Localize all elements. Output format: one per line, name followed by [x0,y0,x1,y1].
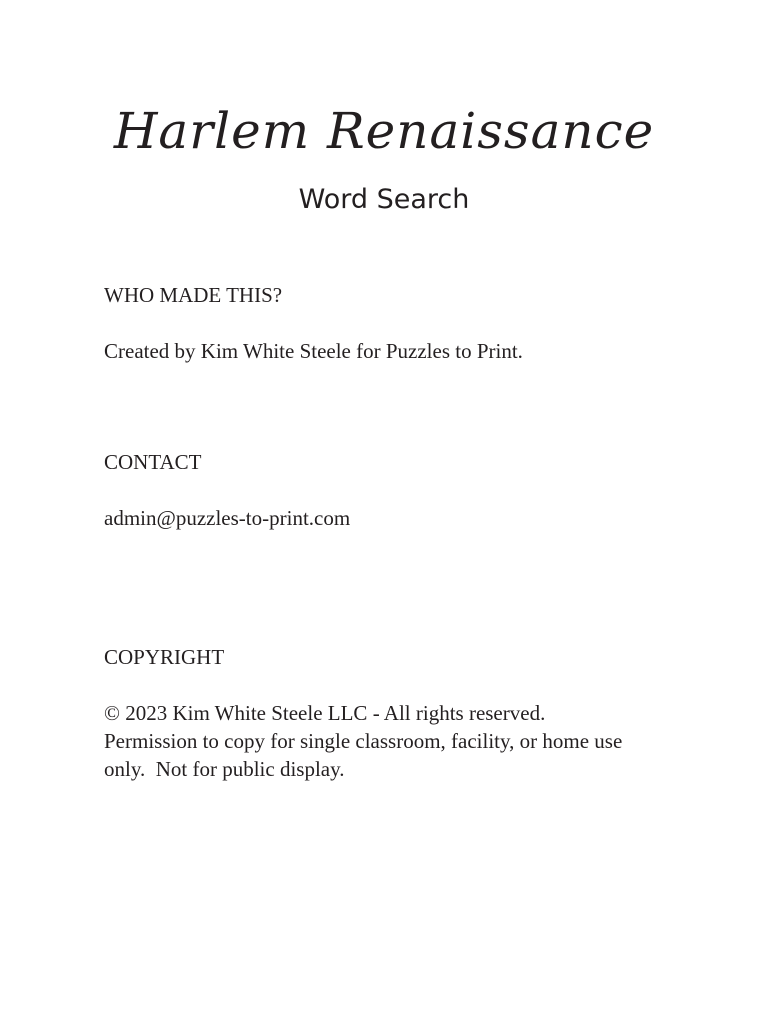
contact-heading: CONTACT [104,450,202,474]
page-subtitle: Word Search [298,184,470,215]
copyright-line-2: Permission to copy for single classroom, facility, or home use [104,729,623,753]
who-made-this-heading: WHO MADE THIS? [104,283,283,307]
copyright-line-1: © 2023 Kim White Steele LLC - All rights reserved. [104,701,546,725]
copyright-line-3: only. Not for public display. [104,757,345,781]
page-title: Harlem Renaissance [113,102,655,160]
copyright-heading: COPYRIGHT [104,645,225,669]
creator-text: Created by Kim White Steele for Puzzles to Print. [104,339,523,363]
contact-email: admin@puzzles-to-print.com [104,506,351,530]
copyright-text [104,699,684,783]
